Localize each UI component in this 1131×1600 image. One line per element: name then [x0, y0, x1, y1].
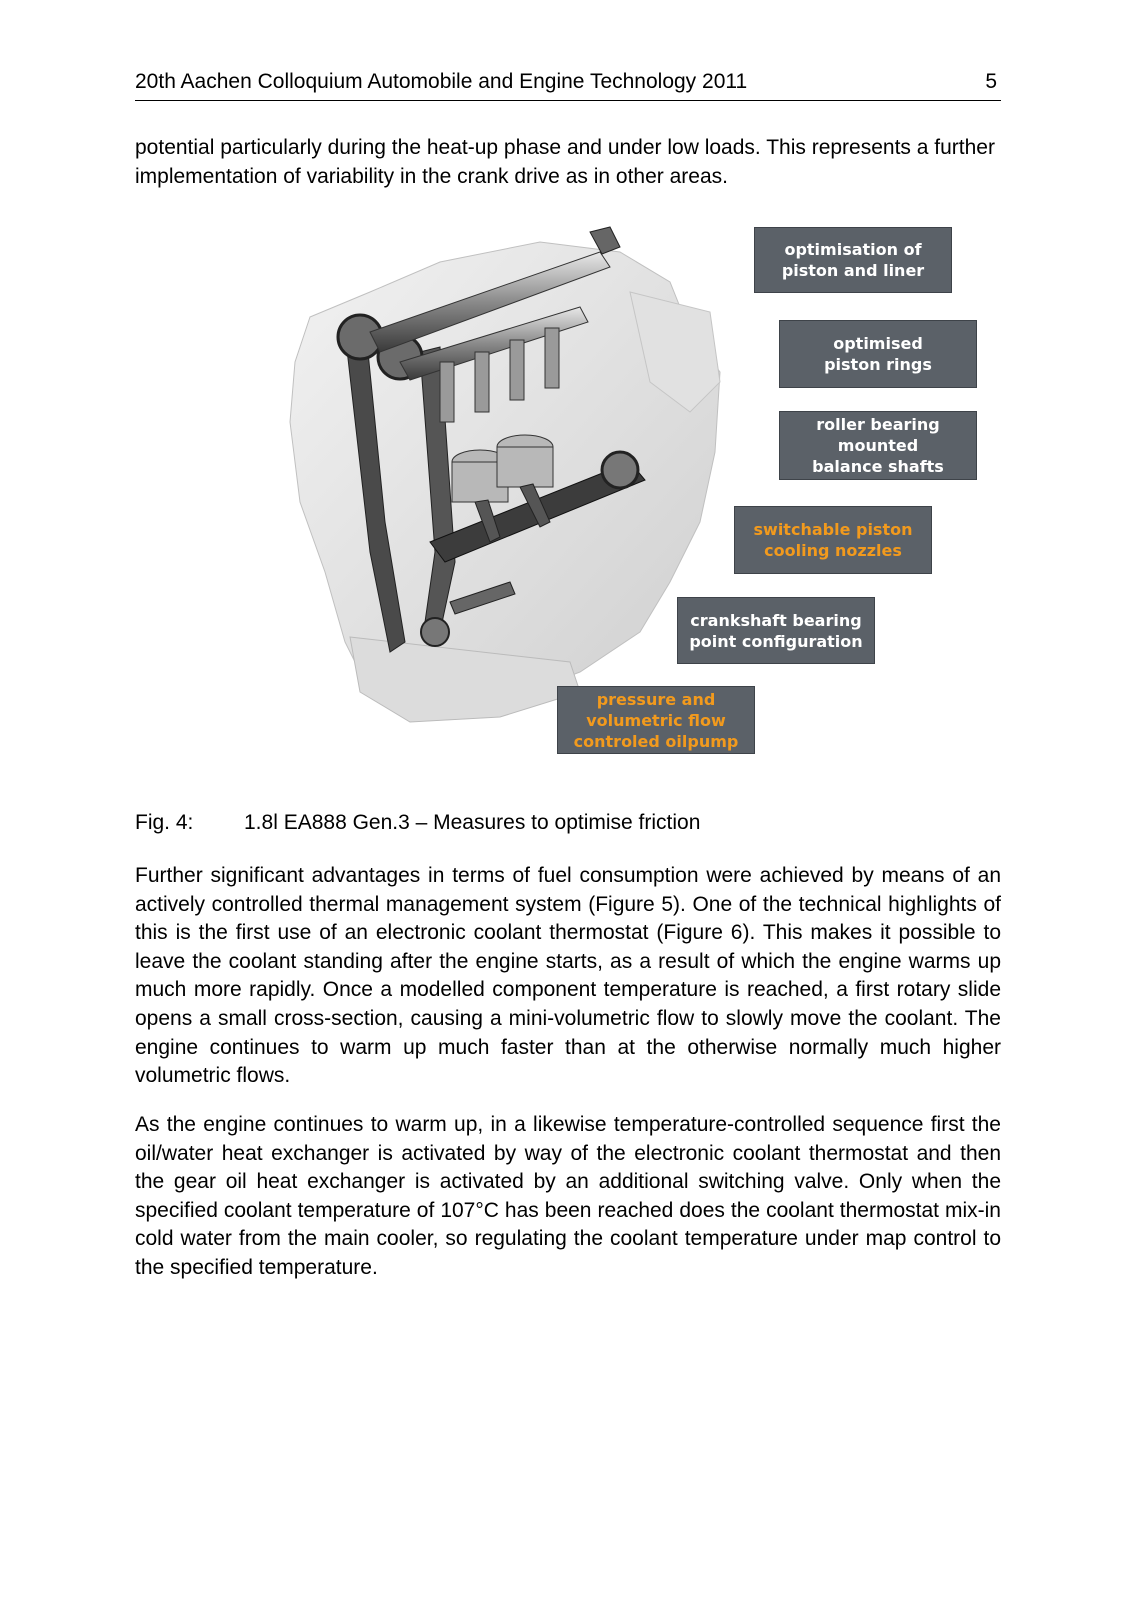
running-title: 20th Aachen Colloquium Automobile and Engine Technology 2011: [135, 70, 748, 93]
caption-text: 1.8l EA888 Gen.3 – Measures to optimise friction: [244, 811, 701, 834]
paragraph-intro: potential particularly during the heat-up phase and under low loads. This represents a further implementation of variability in the crank drive as in other areas.: [135, 136, 995, 188]
label-oilpump: pressure and volumetric flow controled oilpump: [557, 686, 755, 754]
label-piston-liner: optimisation of piston and liner: [754, 227, 952, 293]
figure-caption: [135, 811, 700, 835]
page-number: 5: [985, 70, 997, 93]
label-piston-rings: optimised piston rings: [779, 320, 977, 388]
page-header: [135, 66, 1001, 101]
engine-figure: [250, 222, 1010, 782]
caption-number: Fig. 4:: [135, 811, 194, 834]
paragraph-thermal-management: Further significant advantages in terms of fuel consumption were achieved by means of an actively controlled thermal management system (Figure 5). One of the technical highlights of this is the first use of an electronic coolant thermostat (Figure 6). This makes it possible to leave the coolant standing after the engine starts, as a result of which the engine warms up much more rapidly. Once a modelled component temperature is reached, a first rotary slide opens a small cross-section, causing a mini-volumetric flow to slowly move the coolant. The engine continues to warm up much faster than at the otherwise normally much higher volumetric flows.: [135, 864, 1001, 1088]
label-crankshaft-bearing: crankshaft bearing point configuration: [677, 597, 875, 664]
label-cooling-nozzles: switchable piston cooling nozzles: [734, 506, 932, 574]
paragraph-warm-up-sequence: As the engine continues to warm up, in a likewise temperature-controlled sequence first the oil/water heat exchanger is activated by way of the electronic coolant thermostat and then the gear oil heat exchanger is activated by an additional switching valve. Only when the specified coolant temperature of 107°C has been reached does the coolant thermostat mix-in cold water from the main cooler, so regulating the coolant temperature under map control to the specified temperature.: [135, 1113, 1001, 1279]
label-balance-shafts: roller bearing mounted balance shafts: [779, 411, 977, 480]
